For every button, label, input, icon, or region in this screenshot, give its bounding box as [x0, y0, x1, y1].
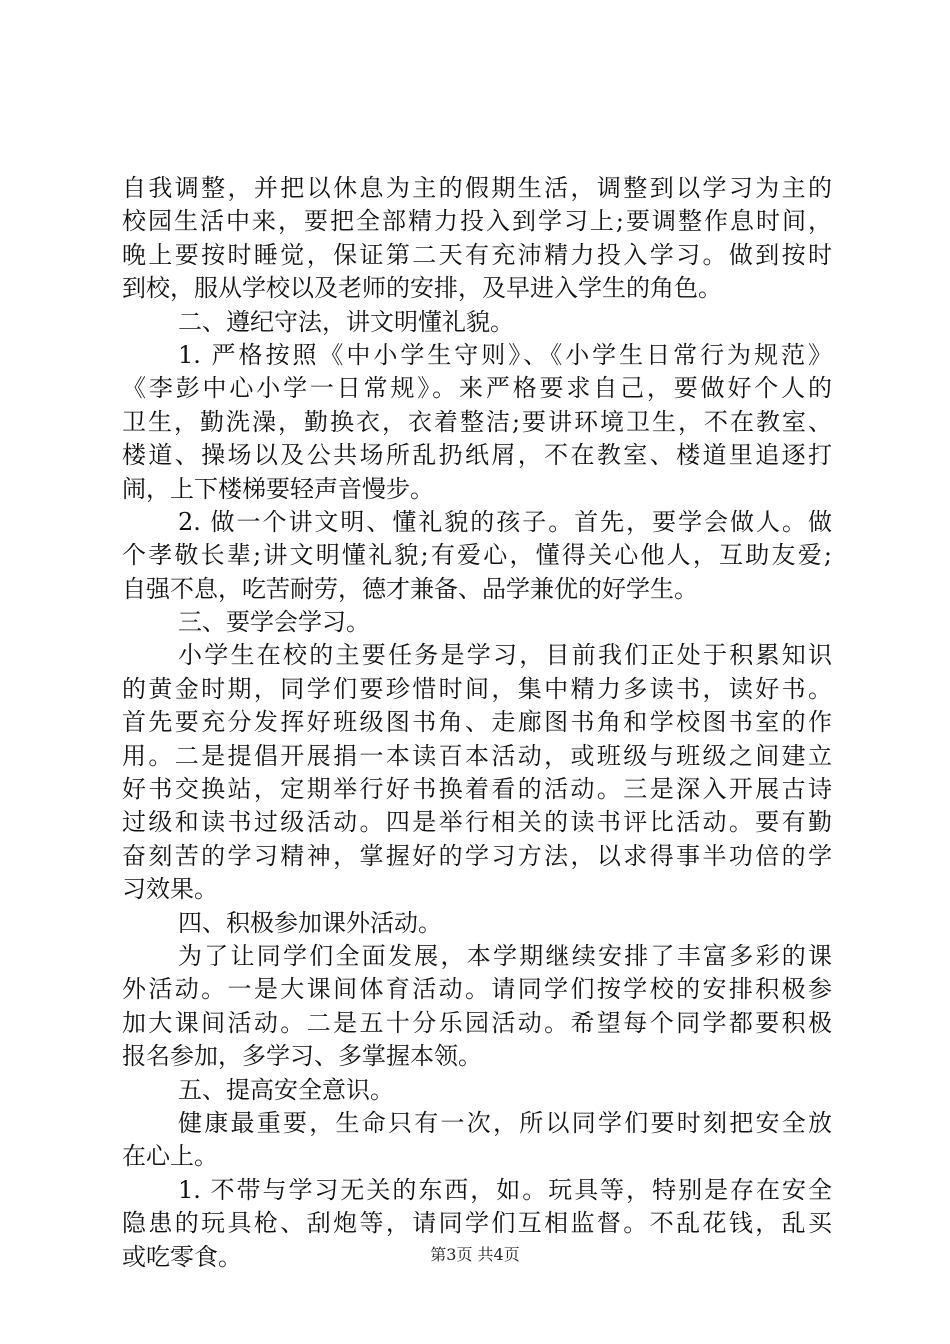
text-line: 自强不息，吃苦耐劳，德才兼备、品学兼优的好学生。 [122, 574, 698, 603]
text-line: 用。二是提倡开展捐一本读百本活动，或班级与班级之间建立 [122, 741, 832, 770]
text-line: 自我调整，并把以休息为主的假期生活，调整到以学习为主的 [122, 174, 832, 202]
text-line: 的黄金时期，同学们要珍惜时间，集中精力多读书，读好书。 [122, 674, 832, 703]
text-line: 到校，服从学校以及老师的安排，及早进入学生的角色。 [122, 274, 722, 303]
document-body [122, 172, 832, 1274]
text-line: 闹，上下楼梯要轻声音慢步。 [122, 474, 434, 503]
text-line: 或吃零食。 [122, 1242, 242, 1271]
text-line: 为了让同学们全面发展，本学期继续安排了丰富多彩的课 [178, 941, 832, 970]
page-footer: 第3页 共4页 [430, 1245, 520, 1264]
text-line: 健康最重要，生命只有一次，所以同学们要时刻把安全放 [178, 1108, 832, 1137]
text-line: 三、要学会学习。 [178, 608, 370, 637]
text-line: 卫生，勤洗澡，勤换衣，衣着整洁;要讲环境卫生，不在教室、 [122, 407, 832, 436]
text-line: 习效果。 [122, 875, 218, 904]
text-line: 在心上。 [122, 1142, 218, 1171]
text-line: 小学生在校的主要任务是学习，目前我们正处于积累知识 [178, 641, 832, 670]
text-line: 1. 严格按照《中小学生守则》、《小学生日常行为规范》 [178, 340, 832, 369]
text-line: 二、遵纪守法，讲文明懂礼貌。 [178, 307, 514, 336]
text-line: 校园生活中来，要把全部精力投入到学习上;要调整作息时间， [122, 207, 832, 236]
text-line: 个孝敬长辈;讲文明懂礼貌;有爱心，懂得关心他人，互助友爱; [122, 541, 832, 570]
text-line: 1. 不带与学习无关的东西，如。玩具等，特别是存在安全 [178, 1175, 832, 1204]
text-line: 《李彭中心小学一日常规》。来严格要求自己，要做好个人的 [122, 374, 832, 403]
text-line: 奋刻苦的学习精神，掌握好的学习方法，以求得事半功倍的学 [122, 841, 832, 870]
text-line: 五、提高安全意识。 [178, 1075, 394, 1104]
text-line: 楼道、操场以及公共场所乱扔纸屑，不在教室、楼道里追逐打 [122, 441, 832, 470]
text-line: 四、积极参加课外活动。 [178, 908, 442, 937]
text-line: 外活动。一是大课间体育活动。请同学们按学校的安排积极参 [122, 975, 832, 1004]
text-line: 好书交换站，定期举行好书换着看的活动。三是深入开展古诗 [122, 775, 832, 804]
text-line: 过级和读书过级活动。四是举行相关的读书评比活动。要有勤 [122, 808, 832, 837]
text-line: 报名参加，多学习、多掌握本领。 [122, 1042, 482, 1071]
text-line: 2. 做一个讲文明、懂礼貌的孩子。首先，要学会做人。做 [178, 507, 832, 536]
text-line: 晚上要按时睡觉，保证第二天有充沛精力投入学习。做到按时 [122, 240, 832, 269]
text-line: 加大课间活动。二是五十分乐园活动。希望每个同学都要积极 [122, 1008, 832, 1037]
text-line: 隐患的玩具枪、刮炮等，请同学们互相监督。不乱花钱，乱买 [122, 1209, 832, 1238]
text-line: 首先要充分发挥好班级图书角、走廊图书角和学校图书室的作 [122, 708, 832, 737]
